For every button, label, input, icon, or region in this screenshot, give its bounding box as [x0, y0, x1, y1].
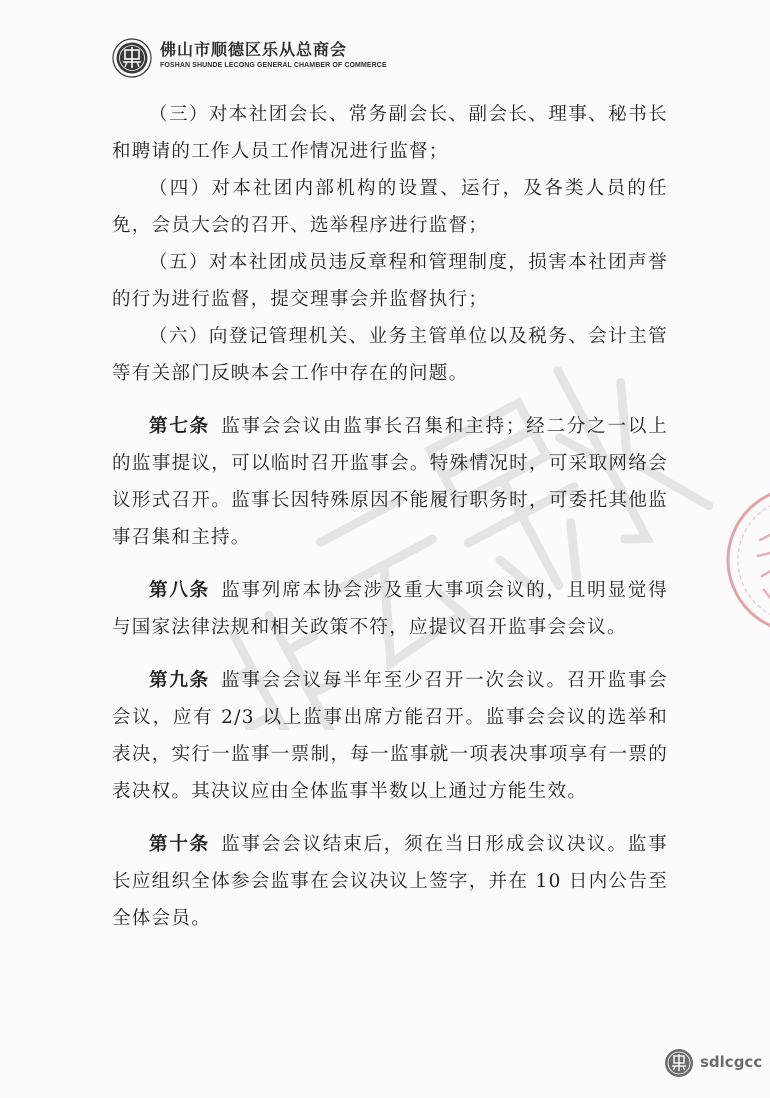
article-text: 监事会会议每半年至少召开一次会议。召开监事会会议，应有 2/3 以上监事出席方能召开。监事会会议的选举和表决，实行一监事一票制，每一监事就一项表决事项享有一票的表决权。其决议应由全体监事半数以上通过方能生效。 [112, 670, 668, 802]
official-stamp-edge [720, 480, 770, 640]
document-body [112, 96, 668, 937]
article-8 [112, 572, 668, 646]
article-10 [112, 826, 668, 937]
article-heading: 第九条 [149, 670, 211, 691]
article-text: 监事会会议结束后，须在当日形成会议决议。监事长应组织全体参会监事在会议决议上签字，并在 10 日内公告至全体会员。 [112, 834, 668, 929]
article-7 [112, 408, 668, 556]
chamber-seal-icon [112, 38, 152, 78]
organization-name: 佛山市顺德区乐从总商会 [160, 40, 348, 59]
clause-5: （五）对本社团成员违反章程和管理制度，损害本社团声誉的行为进行监督，提交理事会并监督执行； [112, 252, 668, 310]
article-text: 监事列席本协会涉及重大事项会议的，且明显觉得与国家法律法规和相关政策不符，应提议召开监事会会议。 [112, 580, 668, 638]
clause-3: （三）对本社团会长、常务副会长、副会长、理事、秘书长和聘请的工作人员工作情况进行监督； [112, 104, 668, 162]
article-heading: 第八条 [149, 580, 211, 601]
article-9 [112, 662, 668, 810]
footer-brand-text: sdlcgcc [700, 1053, 763, 1071]
organization-name-english: FOSHAN SHUNDE LECONG GENERAL CHAMBER OF COMMERCE [160, 62, 387, 69]
clause-4: （四）对本社团内部机构的设置、运行，及各类人员的任免，会员大会的召开、选举程序进行监督； [112, 178, 668, 236]
article-heading: 第十条 [149, 834, 211, 855]
chamber-seal-icon [664, 1048, 694, 1078]
clause-6: （六）向登记管理机关、业务主管单位以及税务、会计主管等有关部门反映本会工作中存在的问题。 [112, 326, 668, 384]
article-text: 监事会会议由监事长召集和主持；经二分之一以上的监事提议，可以临时召开监事会。特殊情况时，可采取网络会议形式召开。监事长因特殊原因不能履行职务时，可委托其他监事召集和主持。 [112, 416, 668, 548]
letterhead [112, 38, 432, 78]
article-heading: 第七条 [149, 416, 211, 437]
